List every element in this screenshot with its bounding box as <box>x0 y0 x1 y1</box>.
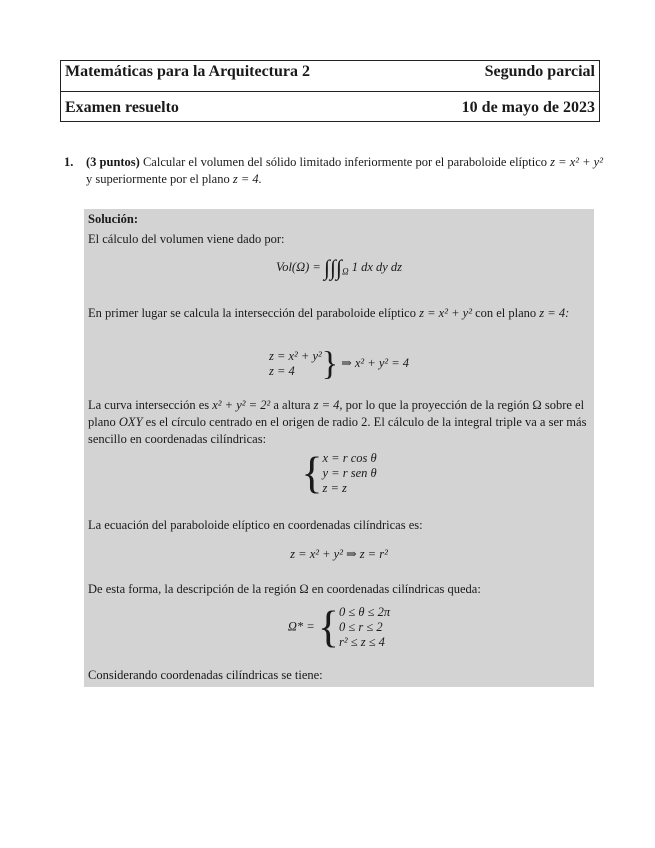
solution-paragraph-6: Considerando coordenadas cilíndricas se tiene: <box>88 668 323 682</box>
statement-part-1: Calcular el volumen del sólido limitado inferiormente por el paraboloide elíptico <box>142 155 548 169</box>
course-title: Matemáticas para la Arquitectura 2 <box>65 63 310 80</box>
p2-text-a: En primer lugar se calcula la intersección del paraboloide elíptico <box>88 306 416 320</box>
statement-eq-1: z = x² + y² <box>550 155 603 169</box>
left-brace: { <box>301 448 323 498</box>
volume-integrand: 1 dx dy dz <box>351 260 403 274</box>
system-3-line-2: 0 ≤ r ≤ 2 <box>338 620 383 634</box>
solution-paragraph-3 <box>88 397 590 448</box>
exam-header <box>60 60 600 122</box>
p2-text-b: con el plano <box>475 306 537 320</box>
system-2-line-2: y = r sen θ <box>322 466 377 480</box>
p2-eq-2: z = 4: <box>539 306 570 320</box>
integral-region: Ω <box>342 266 349 277</box>
problem-points: (3 puntos) <box>86 155 140 169</box>
cylindrical-paraboloid: z = x² + y² ⇒ z = r² <box>290 547 388 561</box>
system-1-line-2: z = 4 <box>268 364 295 378</box>
volume-integral <box>84 255 594 281</box>
p3-eq-3: OXY <box>118 415 143 429</box>
p2-eq-1: z = x² + y² <box>419 306 472 320</box>
region-description <box>84 602 594 652</box>
header-row-bottom <box>65 99 595 117</box>
system-3-line-3: r² ≤ z ≤ 4 <box>338 635 385 649</box>
header-divider <box>61 91 599 92</box>
solution-paragraph-5: De esta forma, la descripción de la región Ω en coordenadas cilíndricas queda: <box>88 582 481 596</box>
exam-title: Examen resuelto <box>65 99 179 116</box>
solution-title: Solución: <box>88 212 139 226</box>
p3-text-c: por lo que la proyección de la región Ω sobre el plano <box>88 398 585 429</box>
system-3-line-1: 0 ≤ θ ≤ 2π <box>338 605 391 619</box>
solution-box <box>84 209 594 687</box>
right-brace: } <box>321 345 339 383</box>
exam-date: 10 de mayo de 2023 <box>461 99 595 116</box>
problem-1 <box>64 154 604 188</box>
system-2-lines <box>322 451 376 496</box>
system-1-lines <box>269 349 322 379</box>
left-brace-2: { <box>317 602 339 652</box>
statement-eq-2: z = 4. <box>232 172 262 186</box>
problem-number: 1. <box>64 155 74 169</box>
intersection-system <box>84 345 594 383</box>
header-row-top <box>65 63 595 81</box>
solution-paragraph-4: La ecuación del paraboloide elíptico en coordenadas cilíndricas es: <box>88 518 423 532</box>
system-1-line-1: z = x² + y² <box>268 349 322 363</box>
triple-integral-sign: ∫∫∫ <box>323 255 343 280</box>
system-1-result: ⇒ x² + y² = 4 <box>341 355 410 370</box>
p3-text-b: a altura <box>273 398 311 412</box>
volume-lhs: Vol(Ω) = <box>275 260 321 274</box>
exam-type: Segundo parcial <box>484 63 595 80</box>
system-2-line-3: z = z <box>322 481 347 495</box>
solution-paragraph-2 <box>88 305 590 322</box>
p3-eq-2: z = 4, <box>313 398 343 412</box>
system-2-line-1: x = r cos θ <box>322 451 377 465</box>
cylindrical-system <box>84 448 594 498</box>
p3-eq-1: x² + y² = 2² <box>212 398 271 412</box>
p3-text-d: es el círculo centrado en el origen de radio 2. El cálculo de la integral triple va a ser más sencillo en coordenadas cilíndricas: <box>88 415 587 446</box>
problem-statement <box>86 154 604 188</box>
solution-paragraph-1: El cálculo del volumen viene dado por: <box>88 232 285 246</box>
statement-part-2: y superiormente por el plano <box>86 172 230 186</box>
region-lhs: Ω* = <box>287 619 315 634</box>
system-3-lines <box>339 605 390 650</box>
p3-text-a: La curva intersección es <box>88 398 210 412</box>
